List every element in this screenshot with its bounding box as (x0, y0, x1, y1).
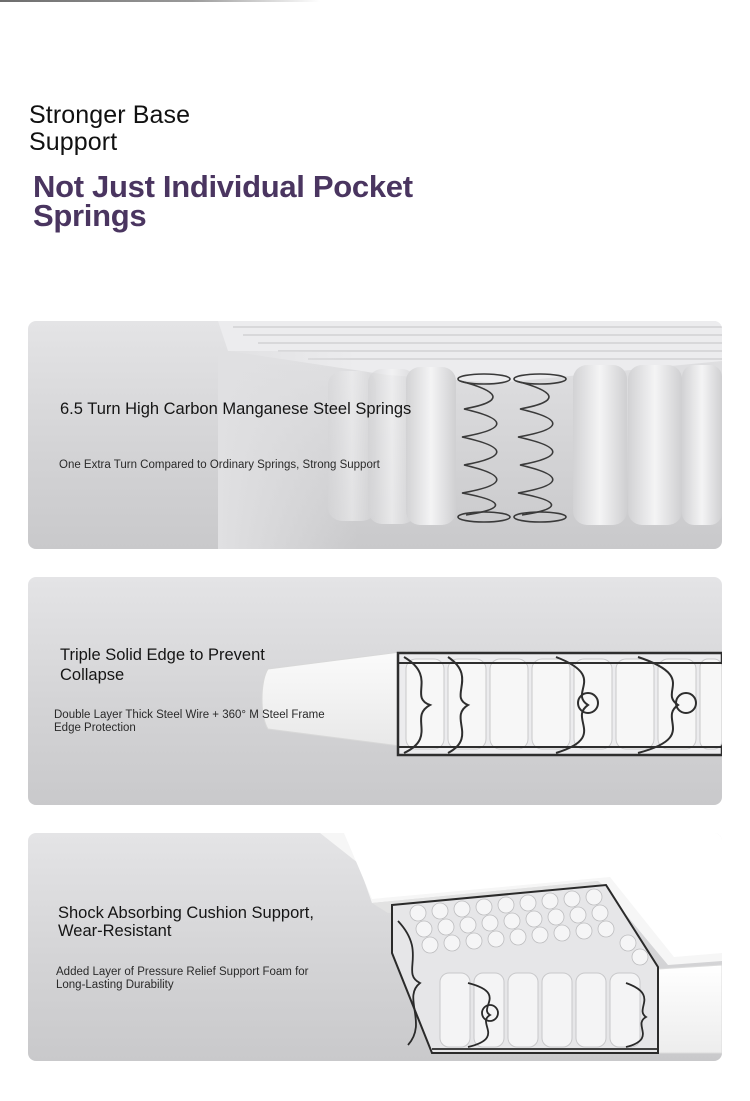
feature-description: Double Layer Thick Steel Wire + 360° M Steel Frame Edge Protection (54, 709, 325, 734)
feature-title: 6.5 Turn High Carbon Manganese Steel Springs (60, 400, 412, 418)
feature-description: One Extra Turn Compared to Ordinary Springs, Strong Support (59, 459, 380, 471)
section-headline: Not Just Individual Pocket Springs (33, 169, 413, 233)
feature-title: Triple Solid Edge to Prevent Collapse (60, 646, 265, 684)
section-kicker: Stronger Base Support (29, 101, 191, 156)
feature-card-edge (28, 577, 722, 805)
solid-edge-illustration (28, 577, 722, 805)
feature-card-cushion (28, 833, 722, 1061)
feature-card-springs (28, 321, 722, 549)
cushion-support-illustration (28, 833, 722, 1061)
top-divider (0, 0, 320, 2)
pocket-springs-illustration (28, 321, 722, 549)
feature-description: Added Layer of Pressure Relief Support Foam for Long-Lasting Durability (56, 966, 309, 991)
feature-title: Shock Absorbing Cushion Support, Wear-Resistant (58, 904, 314, 940)
